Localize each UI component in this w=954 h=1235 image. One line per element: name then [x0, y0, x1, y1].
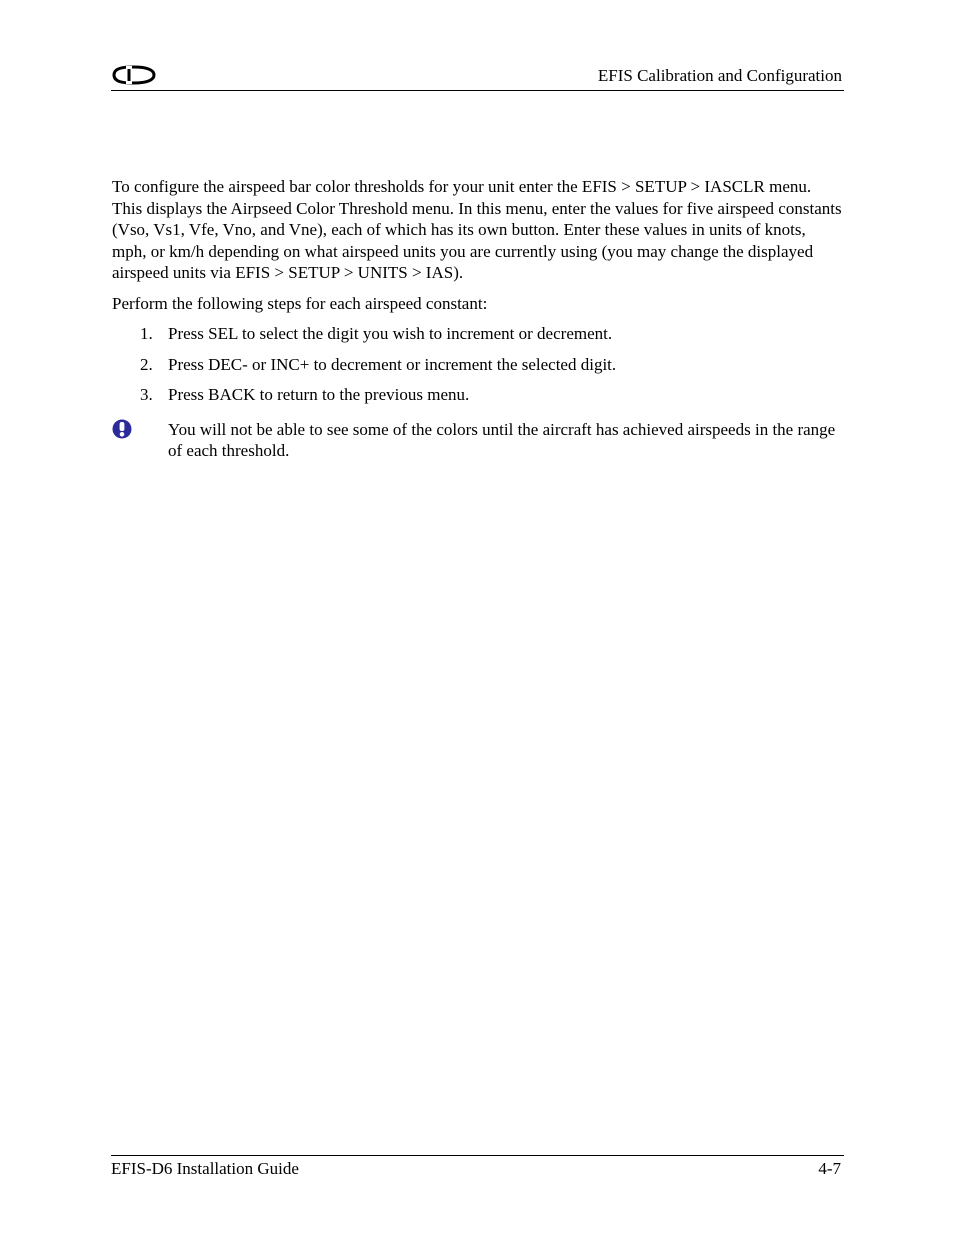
header-title: EFIS Calibration and Configuration [597, 66, 842, 85]
intro-paragraph: To configure the airspeed bar color thresholds for your unit enter the EFIS > SETUP > IASCLR menu. This displays the Airpseed Color Threshold menu. In this menu, enter the values for five airspeed constants (Vso, Vs1, Vfe, Vno, and Vne), each of which has its own button. Enter these values in units of knots, mph, or km/h depending on what airspeed units you are currently using (you may change the displayed airspeed units via EFIS > SETUP > UNITS > IAS). [112, 177, 842, 282]
step-text: Press DEC- or INC+ to decrement or increment the selected digit. [168, 354, 617, 374]
page-footer [111, 1155, 844, 1186]
exclamation-icon [112, 419, 132, 439]
step-number: 3. [140, 385, 153, 404]
note-text: You will not be able to see some of the colors until the aircraft has achieved airspeeds in the range of each threshold. [168, 419, 836, 460]
footer-doc-title: EFIS-D6 Installation Guide [111, 1159, 299, 1178]
page-number: 4-7 [818, 1159, 841, 1178]
steps-intro: Perform the following steps for each airspeed constant: [112, 293, 488, 313]
step-text: Press BACK to return to the previous menu. [168, 385, 470, 404]
document-body [112, 176, 844, 462]
step-number: 1. [140, 324, 153, 343]
list-item [112, 384, 844, 406]
dynon-logo-icon [111, 65, 157, 85]
steps-list [112, 323, 844, 406]
list-item [112, 323, 844, 345]
step-text: Press SEL to select the digit you wish to increment or decrement. [168, 324, 613, 343]
step-number: 2. [140, 354, 153, 374]
page-header [111, 62, 844, 91]
list-item [112, 354, 844, 376]
note [112, 419, 844, 462]
